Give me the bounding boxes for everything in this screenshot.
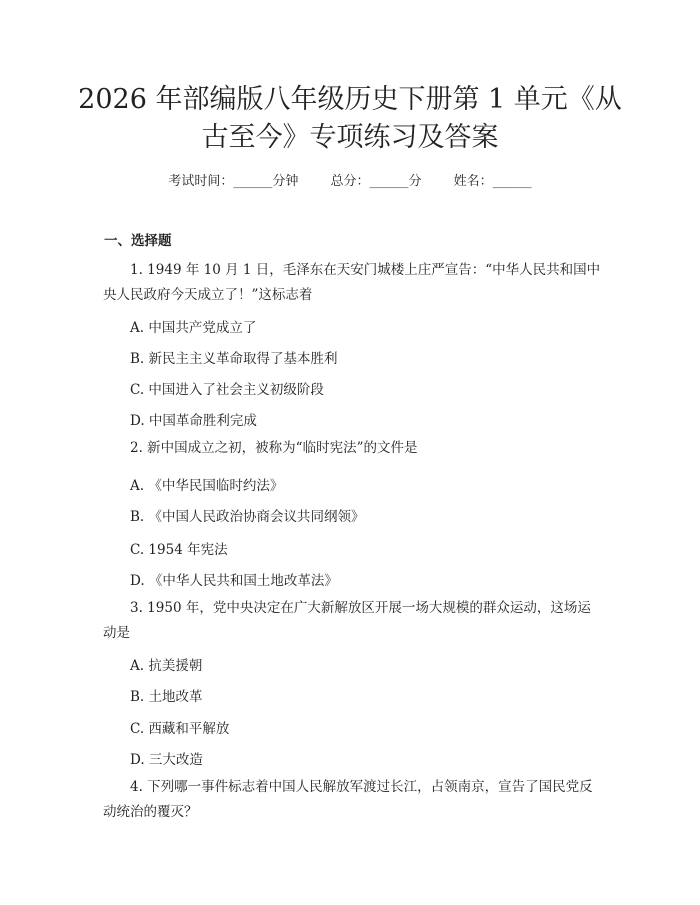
question-1-option-c: C. 中国进入了社会主义初级阶段: [130, 382, 324, 398]
question-3-option-b: B. 土地改革: [130, 689, 203, 705]
exam-time: 考试时间：______分钟: [168, 174, 299, 189]
exam-name: 姓名：______: [453, 174, 532, 189]
question-1-stem: 1. 1949 年 10 月 1 日，毛泽东在天安门城楼上庄严宣告：“中华人民共和国中央人民政府今天成立了！”这标志着: [103, 262, 601, 303]
question-4-stem: 4. 下列哪一事件标志着中国人民解放军渡过长江，占领南京，宣告了国民党反动统治的覆灭？: [103, 779, 593, 820]
question-2-option-a: A. 《中华民国临时约法》: [130, 478, 284, 494]
question-2-stem: 2. 新中国成立之初，被称为“临时宪法”的文件是: [130, 440, 418, 456]
exam-score: 总分：______分: [330, 174, 422, 189]
question-1-option-d: D. 中国革命胜利完成: [130, 413, 257, 429]
question-3-stem: 3. 1950 年，党中央决定在广大新解放区开展一场大规模的群众运动，这场运动是: [103, 600, 591, 641]
question-1-option-a: A. 中国共产党成立了: [130, 320, 257, 336]
question-3-option-c: C. 西藏和平解放: [130, 721, 230, 737]
section-heading: 一、选择题: [104, 233, 172, 249]
question-2-option-b: B. 《中国人民政治协商会议共同纲领》: [130, 509, 365, 525]
question-1-option-b: B. 新民主主义革命取得了基本胜利: [130, 351, 338, 367]
question-3-option-d: D. 三大改造: [130, 752, 203, 768]
question-2-option-d: D. 《中华人民共和国土地改革法》: [130, 573, 338, 589]
exam-meta: [0, 170, 700, 189]
document-title-line-1: 2026 年部编版八年级历史下册第 1 单元《从: [78, 84, 622, 115]
question-3-option-a: A. 抗美援朝: [130, 658, 203, 674]
document-title-line-2: 古至今》专项练习及答案: [201, 122, 499, 153]
question-2-option-c: C. 1954 年宪法: [130, 542, 228, 558]
